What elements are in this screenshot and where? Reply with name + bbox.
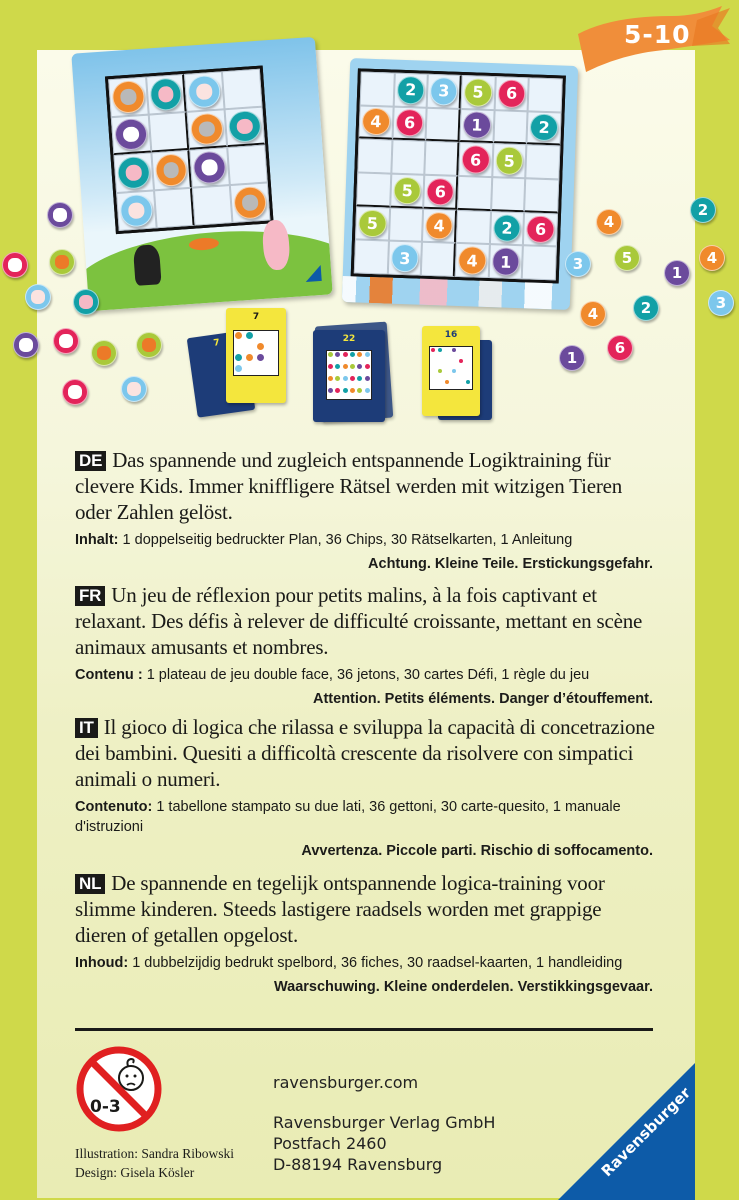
- board-cell[interactable]: [390, 174, 425, 209]
- number-board-grid: [351, 68, 566, 283]
- board-cell[interactable]: [490, 211, 525, 246]
- board-cell[interactable]: [354, 240, 389, 275]
- svg-text:0-3: 0-3: [90, 1097, 121, 1117]
- animal-board-grid: [105, 66, 274, 235]
- credits: [75, 1144, 234, 1182]
- number-chip[interactable]: 6: [461, 145, 490, 174]
- number-chip[interactable]: 4: [596, 209, 622, 235]
- board-cell[interactable]: [526, 145, 561, 180]
- warning-nl: Waarschuwing. Kleine onderdelen. Verstikkingsgevaar.: [273, 979, 653, 995]
- number-chip[interactable]: 3: [390, 244, 419, 273]
- not-suitable-under-3-icon: [76, 1046, 162, 1132]
- mouse-chip[interactable]: [233, 186, 267, 220]
- board-cell[interactable]: [360, 71, 395, 106]
- number-chip[interactable]: 1: [664, 260, 690, 286]
- pig-icon: [157, 86, 174, 103]
- number-chip[interactable]: 5: [614, 245, 640, 271]
- description-fr: [75, 582, 655, 660]
- number-chip[interactable]: 4: [425, 211, 453, 240]
- card-puzzle-grid: [233, 330, 279, 376]
- board-cell[interactable]: [491, 177, 526, 212]
- monkey-chip[interactable]: [187, 75, 221, 109]
- contents-label: Inhoud:: [75, 955, 129, 971]
- card-puzzle-grid: [326, 350, 372, 400]
- warning-fr: Attention. Petits éléments. Danger d’étouffement.: [313, 691, 653, 707]
- board-cell[interactable]: [527, 111, 562, 146]
- board-cell[interactable]: [359, 105, 394, 140]
- number-chip[interactable]: 6: [497, 79, 526, 108]
- number-chip[interactable]: 1: [462, 112, 491, 140]
- number-chip[interactable]: 2: [493, 214, 522, 243]
- section-de: [75, 447, 655, 574]
- board-cell[interactable]: [187, 109, 228, 150]
- card-number: 7: [212, 337, 221, 349]
- contents-label: Inhalt:: [75, 532, 119, 548]
- ravensburger-mini-logo: [305, 265, 322, 282]
- animal-sudoku-board: [71, 37, 332, 311]
- contents-it: [75, 797, 635, 837]
- poodle-chip[interactable]: [13, 332, 39, 358]
- fox-chip[interactable]: [49, 249, 75, 275]
- puzzle-card: [422, 326, 480, 416]
- description-text: Il gioco di logica che rilassa e sviluppa la capacità di concetrazione dei bambini. Quesiti a difficoltà crescente da risolvere con simpatici animali o numeri.: [75, 715, 655, 791]
- number-chip[interactable]: 5: [464, 78, 493, 107]
- contents-text: 1 tabellone stampato su due lati, 36 gettoni, 30 carte-quesito, 1 manuale d'istruzioni: [75, 799, 621, 835]
- board-cell[interactable]: [494, 76, 529, 111]
- contents-de: [75, 530, 655, 550]
- card-puzzle-grid: [429, 346, 473, 390]
- illustration-credit: Illustration: Sandra Ribowski: [75, 1146, 234, 1161]
- contents-nl: [75, 953, 635, 973]
- fox-chip[interactable]: [91, 340, 117, 366]
- contents-fr: [75, 665, 655, 685]
- city: D-88194 Ravensburg: [273, 1155, 443, 1174]
- mouse-chip[interactable]: [190, 113, 224, 146]
- board-cell[interactable]: [389, 207, 424, 242]
- board-cell[interactable]: [222, 69, 263, 110]
- board-cell[interactable]: [357, 139, 392, 174]
- board-cell[interactable]: [427, 74, 462, 109]
- number-chip[interactable]: 2: [633, 295, 659, 321]
- puzzle-card: [226, 308, 286, 403]
- board-cell[interactable]: [493, 110, 528, 145]
- pig-chip[interactable]: [73, 289, 99, 315]
- board-cell[interactable]: [422, 208, 457, 243]
- board-cell[interactable]: [488, 244, 523, 279]
- number-chip[interactable]: 4: [458, 246, 487, 275]
- description-nl: [75, 870, 655, 948]
- contents-label: Contenu :: [75, 667, 143, 683]
- board-cell[interactable]: [457, 176, 492, 211]
- cockatoo-icon: [68, 385, 81, 398]
- board-cell[interactable]: [524, 178, 559, 213]
- board-cell[interactable]: [455, 243, 490, 278]
- number-chip[interactable]: 6: [526, 215, 555, 244]
- board-cell[interactable]: [391, 140, 426, 175]
- lang-tag-it: IT: [75, 718, 98, 738]
- board-cell[interactable]: [184, 71, 225, 112]
- board-cell[interactable]: [149, 112, 190, 153]
- monkey-icon: [31, 290, 44, 303]
- number-chip[interactable]: 2: [690, 197, 716, 223]
- fox-chip[interactable]: [136, 332, 162, 358]
- board-cell[interactable]: [458, 142, 493, 177]
- monkey-chip[interactable]: [119, 194, 153, 228]
- number-chip[interactable]: 4: [362, 108, 391, 136]
- cockatoo-chip[interactable]: [62, 379, 88, 405]
- monkey-icon: [127, 382, 140, 395]
- pig-chip[interactable]: [149, 77, 182, 111]
- number-chip[interactable]: 1: [491, 247, 520, 276]
- board-cell[interactable]: [421, 242, 456, 277]
- pig-icon: [125, 164, 142, 181]
- board-cell[interactable]: [151, 150, 192, 191]
- board-cell[interactable]: [113, 152, 154, 193]
- publisher-address: [273, 1072, 495, 1175]
- contents-text: 1 dubbelzijdig bedrukt spelbord, 36 fiches, 30 raadsel-kaarten, 1 handleiding: [132, 955, 623, 971]
- lang-tag-fr: FR: [75, 586, 105, 606]
- monkey-icon: [196, 83, 213, 100]
- mouse-icon: [163, 161, 180, 178]
- warning-de: Achtung. Kleine Teile. Erstickungsgefahr.: [368, 556, 653, 572]
- number-chip[interactable]: 4: [699, 245, 725, 271]
- number-chip[interactable]: 6: [426, 178, 454, 206]
- number-chip[interactable]: 6: [395, 109, 424, 137]
- puzzle-card: [313, 330, 385, 422]
- board-cell[interactable]: [111, 115, 152, 156]
- lang-tag-de: DE: [75, 451, 106, 471]
- poodle-icon: [53, 208, 66, 221]
- mouse-icon: [198, 121, 215, 138]
- board-cell[interactable]: [426, 107, 461, 142]
- board-cell[interactable]: [528, 77, 563, 112]
- board-cell[interactable]: [146, 74, 187, 115]
- number-chip[interactable]: 3: [430, 77, 458, 106]
- board-cell[interactable]: [523, 212, 558, 247]
- card-number: 7: [252, 312, 260, 322]
- ravensburger-logo: [558, 1063, 695, 1200]
- board-cell[interactable]: [356, 172, 391, 207]
- card-number: 22: [342, 334, 356, 344]
- number-chip[interactable]: 5: [393, 177, 422, 205]
- brand-name: Ravensburger: [597, 1083, 695, 1181]
- board-cell[interactable]: [189, 147, 230, 188]
- pig-chip[interactable]: [117, 156, 151, 190]
- age-range-label: 5-10: [624, 20, 691, 49]
- board-cell[interactable]: [393, 73, 428, 108]
- pig-chip[interactable]: [228, 110, 262, 143]
- mouse-chip[interactable]: [155, 153, 188, 187]
- number-chip[interactable]: 3: [708, 290, 734, 316]
- monkey-chip[interactable]: [25, 284, 51, 310]
- number-chip[interactable]: 5: [495, 146, 524, 175]
- poodle-icon: [201, 159, 218, 176]
- poodle-icon: [122, 126, 139, 143]
- number-chip[interactable]: 5: [358, 209, 387, 238]
- fox-icon: [142, 338, 155, 351]
- board-cell[interactable]: [108, 77, 149, 118]
- cockatoo-chip[interactable]: [2, 252, 28, 278]
- pig-icon: [79, 295, 92, 308]
- publisher-name: Ravensburger Verlag GmbH: [273, 1113, 496, 1132]
- board-cell[interactable]: [230, 182, 271, 223]
- board-cell[interactable]: [423, 175, 458, 210]
- cockatoo-chip[interactable]: [53, 328, 79, 354]
- section-nl: [75, 870, 655, 997]
- warning-it: Avvertenza. Piccole parti. Rischio di soffocamento.: [301, 843, 653, 859]
- board-cell[interactable]: [154, 188, 195, 229]
- description-de: [75, 447, 655, 525]
- poodle-chip[interactable]: [47, 202, 73, 228]
- board-cell[interactable]: [116, 190, 157, 231]
- age-range-badge: [572, 2, 730, 74]
- board-cell[interactable]: [387, 241, 422, 276]
- board-cell[interactable]: [225, 107, 266, 148]
- board-cell[interactable]: [459, 109, 494, 144]
- section-fr: [75, 582, 655, 709]
- board-cell[interactable]: [192, 185, 233, 226]
- board-cell[interactable]: [522, 246, 557, 281]
- poodle-icon: [19, 338, 32, 351]
- description-it: [75, 714, 655, 792]
- contents-label: Contenuto:: [75, 799, 153, 815]
- cockatoo-icon: [59, 334, 72, 347]
- board-cell[interactable]: [227, 145, 268, 186]
- description-text: De spannende en tegelijk ontspannende logica-training voor slimme kinderen. Steeds lastigere raadsels worden met grappige dieren of getallen opgelost.: [75, 871, 605, 947]
- card-number: 16: [444, 330, 458, 340]
- mouse-chip[interactable]: [112, 80, 146, 114]
- blue-triangle-icon: [558, 1063, 695, 1200]
- board-cell[interactable]: [425, 141, 460, 176]
- number-chip[interactable]: 1: [559, 345, 585, 371]
- mouse-icon: [120, 88, 137, 105]
- number-chip[interactable]: 4: [580, 301, 606, 327]
- number-sudoku-board: [342, 58, 578, 310]
- section-it: [75, 714, 655, 861]
- monkey-icon: [128, 202, 145, 219]
- monkey-chip[interactable]: [121, 376, 147, 402]
- fox-icon: [55, 255, 68, 268]
- number-chip[interactable]: 2: [530, 114, 559, 142]
- board-cell[interactable]: [355, 206, 390, 241]
- poodle-chip[interactable]: [114, 118, 148, 151]
- number-chip[interactable]: 2: [396, 76, 425, 105]
- website-link[interactable]: ravensburger.com: [273, 1073, 419, 1092]
- board-cell[interactable]: [392, 106, 427, 141]
- board-cell[interactable]: [461, 75, 496, 110]
- fox-icon: [97, 346, 110, 359]
- poodle-chip[interactable]: [193, 151, 227, 185]
- board-cell[interactable]: [456, 210, 491, 245]
- pig-icon: [236, 118, 253, 135]
- mouse-icon: [241, 194, 258, 211]
- number-chip[interactable]: 3: [565, 251, 591, 277]
- po-box: Postfach 2460: [273, 1134, 387, 1153]
- monkey-illustration: [133, 244, 162, 286]
- contents-text: 1 plateau de jeu double face, 36 jetons, 30 cartes Défi, 1 règle du jeu: [146, 667, 590, 683]
- contents-text: 1 doppelseitig bedruckter Plan, 36 Chips, 30 Rätselkarten, 1 Anleitung: [122, 532, 573, 548]
- description-text: Un jeu de réflexion pour petits malins, à la fois captivant et relaxant. Des défis à relever de difficulté croissante, mettant en scène animaux amusants et nombres.: [75, 583, 643, 659]
- cockatoo-icon: [8, 258, 21, 271]
- board-cell[interactable]: [492, 143, 527, 178]
- description-text: Das spannende und zugleich entspannende Logiktraining für clevere Kids. Immer kniffligere Rätsel werden mit witzigen Tieren oder Zahlen gelöst.: [75, 448, 623, 524]
- design-credit: Design: Gisela Kösler: [75, 1165, 195, 1180]
- section-divider: [75, 1028, 653, 1031]
- lang-tag-nl: NL: [75, 874, 105, 894]
- number-chip[interactable]: 6: [607, 335, 633, 361]
